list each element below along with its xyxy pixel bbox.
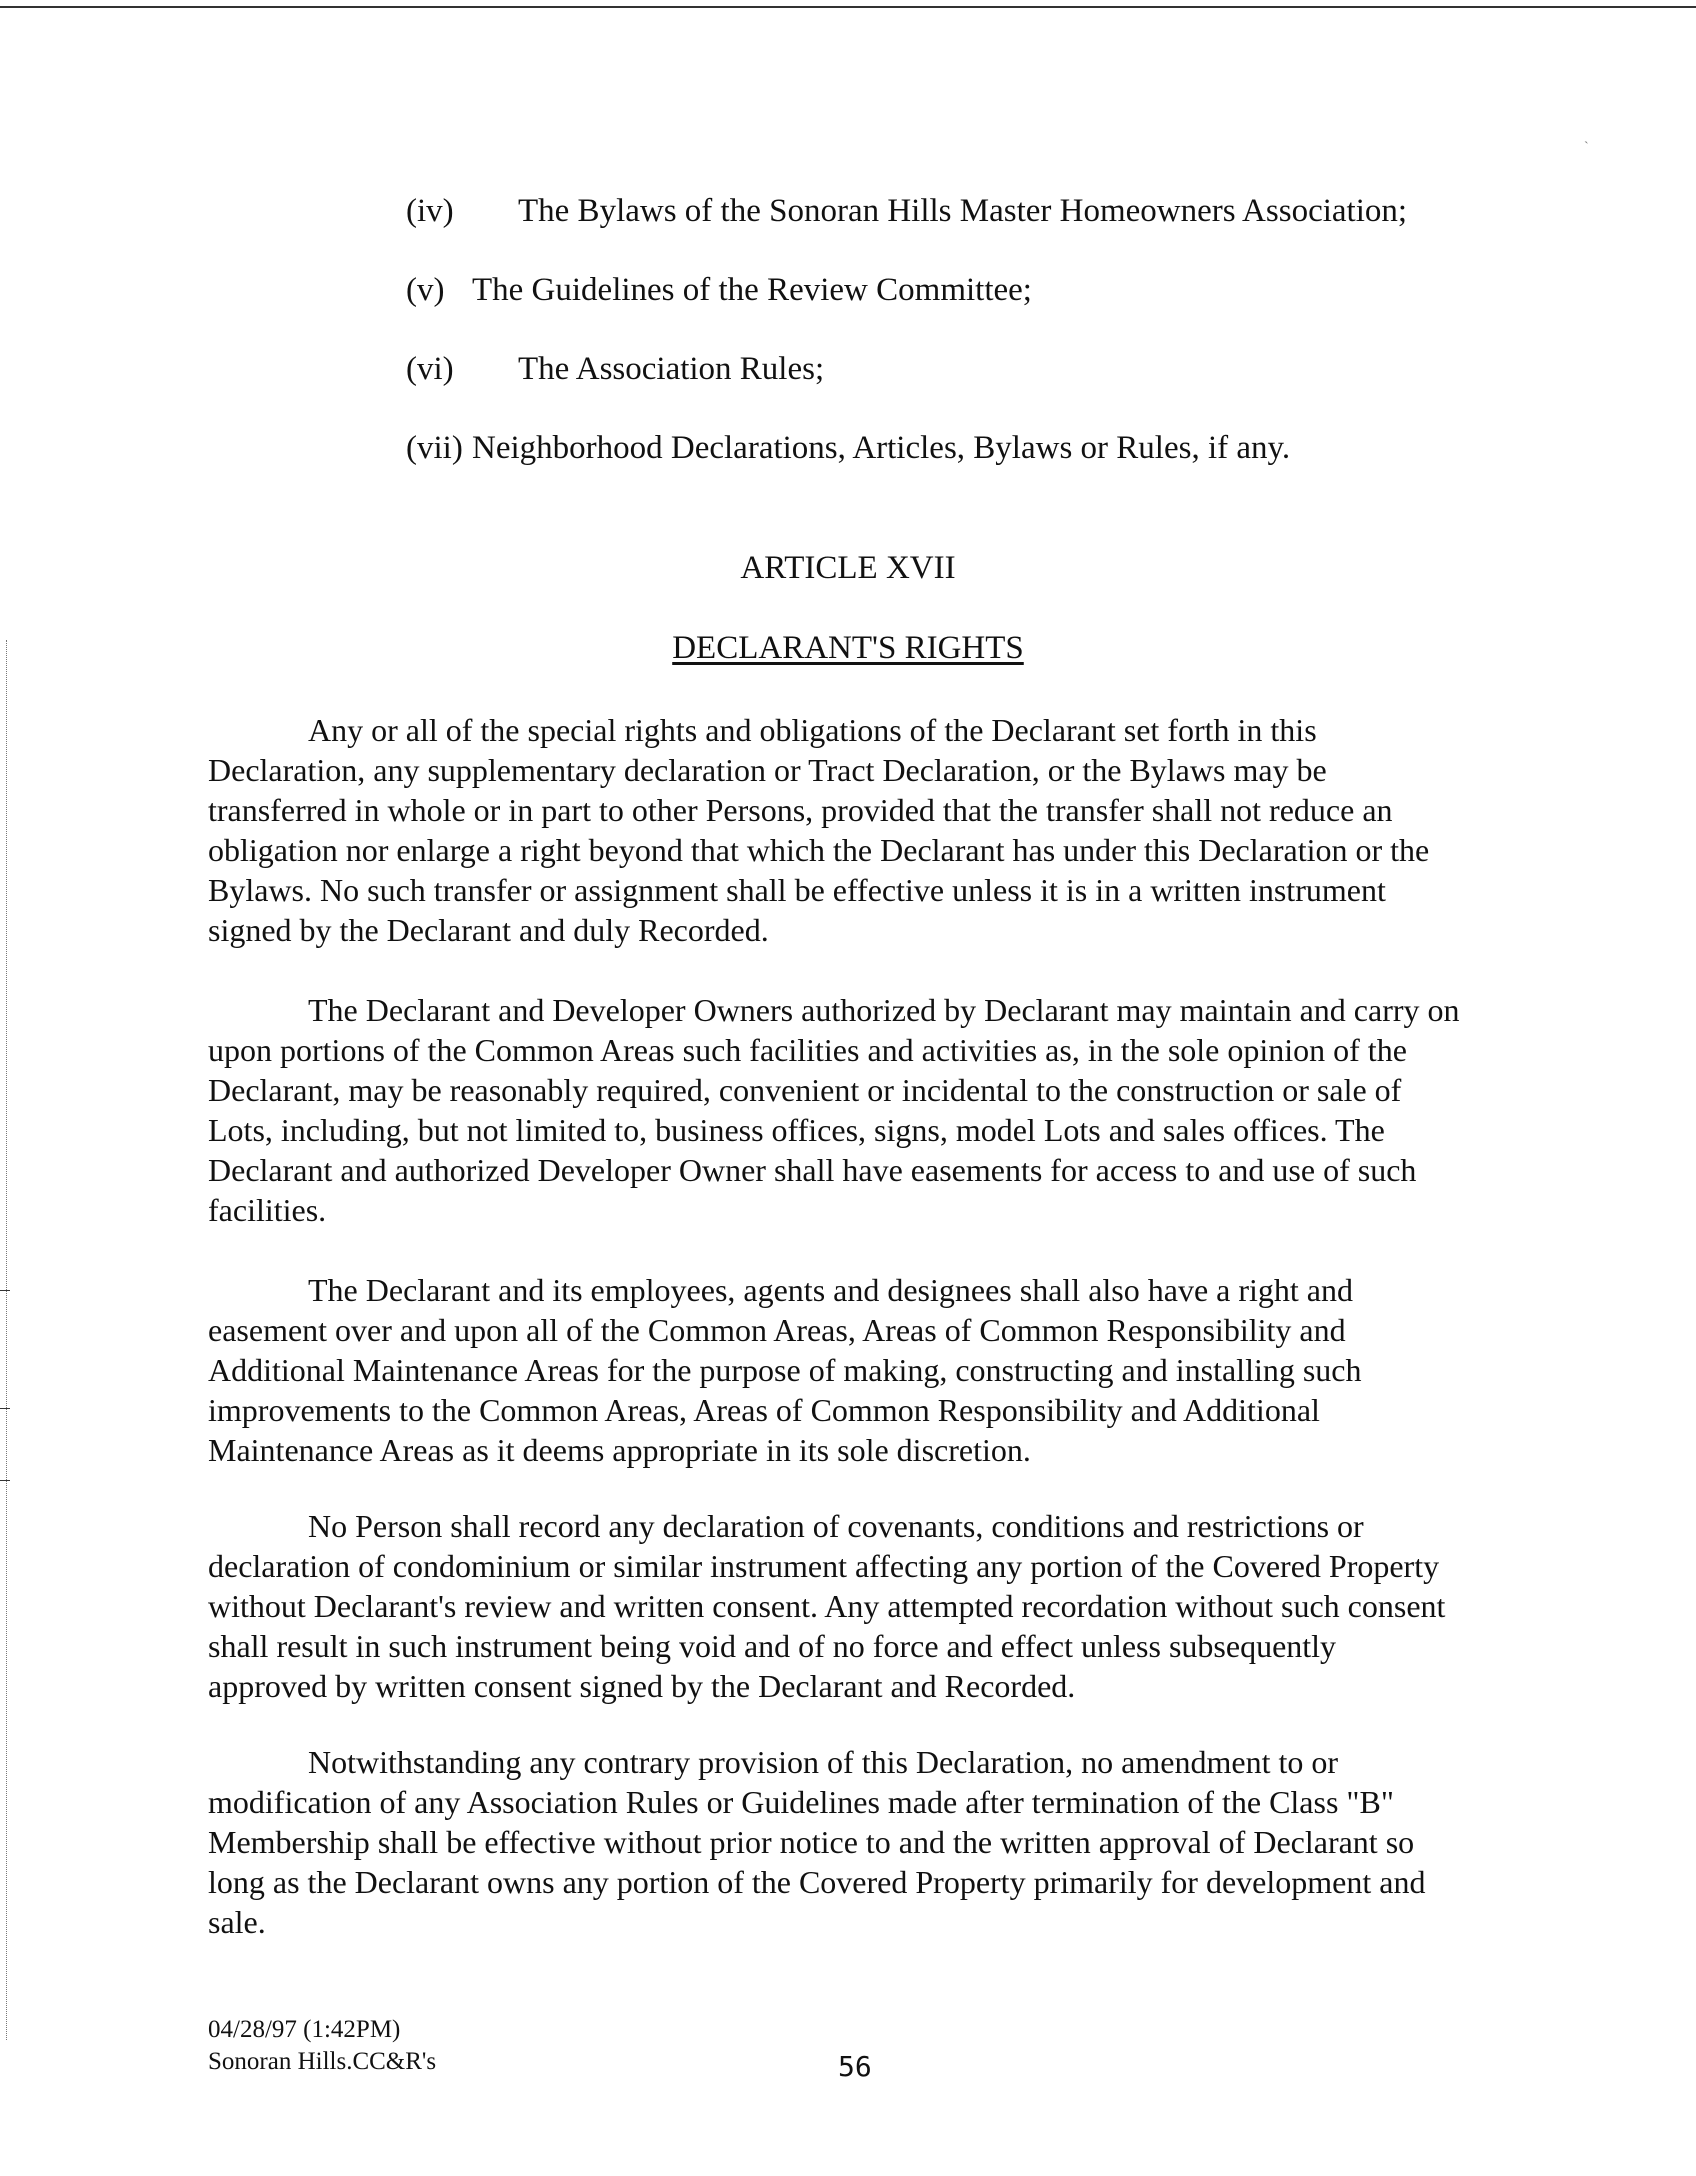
paragraph-line: signed by the Declarant and duly Recorded. — [208, 912, 769, 948]
paragraph-line: obligation nor enlarge a right beyond that which the Declarant has under this Declaration or the — [208, 832, 1430, 868]
paragraph-line: modification of any Association Rules or Guidelines made after termination of the Class "B" — [208, 1784, 1394, 1820]
list-item-v — [406, 274, 1032, 307]
paragraph-line: Additional Maintenance Areas for the purpose of making, constructing and installing such — [208, 1352, 1362, 1388]
paragraph-line: The Declarant and Developer Owners authorized by Declarant may maintain and carry on — [308, 992, 1460, 1028]
paragraph-line: The Declarant and its employees, agents and designees shall also have a right and — [308, 1272, 1353, 1308]
paragraph-line: facilities. — [208, 1192, 327, 1228]
list-item-number: (vi) — [406, 351, 454, 387]
article-title — [0, 632, 1696, 665]
paragraph-line: declaration of condominium or similar instrument affecting any portion of the Covered Property — [208, 1548, 1440, 1584]
list-item-iv — [406, 195, 1407, 228]
paragraph-line: improvements to the Common Areas, Areas of Common Responsibility and Additional — [208, 1392, 1320, 1428]
paragraph-2 — [208, 990, 1548, 1230]
list-item-text: The Guidelines of the Review Committee; — [472, 272, 1032, 308]
paragraph-line: Notwithstanding any contrary provision of this Declaration, no amendment to or — [308, 1744, 1338, 1780]
list-item-vi — [406, 353, 824, 386]
paragraph-line: upon portions of the Common Areas such facilities and activities as, in the sole opinion of the — [208, 1032, 1407, 1068]
paragraph-line: Lots, including, but not limited to, business offices, signs, model Lots and sales offices. The — [208, 1112, 1385, 1148]
paragraph-line: sale. — [208, 1904, 266, 1940]
list-item-number: (v) — [406, 272, 445, 308]
paragraph-line: easement over and upon all of the Common Areas, Areas of Common Responsibility and — [208, 1312, 1346, 1348]
paragraph-line: transferred in whole or in part to other Persons, provided that the transfer shall not reduce an — [208, 792, 1393, 828]
scan-left-tick — [0, 1290, 10, 1291]
scan-left-tick — [0, 1408, 10, 1409]
list-item-vii — [406, 432, 1290, 465]
scan-left-margin-marks — [6, 640, 11, 2040]
paragraph-1 — [208, 710, 1548, 950]
paragraph-3 — [208, 1270, 1548, 1470]
paragraph-line: Membership shall be effective without prior notice to and the written approval of Declarant so — [208, 1824, 1415, 1860]
paragraph-line: Declaration, any supplementary declaration or Tract Declaration, or the Bylaws may be — [208, 752, 1327, 788]
article-number-text: ARTICLE XVII — [740, 550, 956, 586]
list-item-text: Neighborhood Declarations, Articles, Bylaws or Rules, if any. — [472, 430, 1291, 466]
stray-scan-mark: ˋ — [1584, 140, 1589, 155]
paragraph-line: Declarant and authorized Developer Owner shall have easements for access to and use of such — [208, 1152, 1417, 1188]
paragraph-line: without Declarant's review and written consent. Any attempted recordation without such consent — [208, 1588, 1446, 1624]
paragraph-line: Any or all of the special rights and obligations of the Declarant set forth in this — [308, 712, 1317, 748]
paragraph-line: shall result in such instrument being void and of no force and effect unless subsequently — [208, 1628, 1337, 1664]
footer — [208, 2014, 436, 2078]
list-item-text: The Association Rules; — [518, 351, 825, 387]
paragraph-5 — [208, 1742, 1548, 1942]
article-title-text: DECLARANT'S RIGHTS — [672, 630, 1024, 666]
scan-top-border — [0, 6, 1696, 8]
paragraph-4 — [208, 1506, 1548, 1706]
article-number — [0, 552, 1696, 585]
paragraph-line: Bylaws. No such transfer or assignment shall be effective unless it is in a written instrument — [208, 872, 1386, 908]
list-item-text: The Bylaws of the Sonoran Hills Master Homeowners Association; — [518, 193, 1408, 229]
scan-left-tick — [0, 1480, 10, 1481]
paragraph-line: long as the Declarant owns any portion of the Covered Property primarily for development and — [208, 1864, 1426, 1900]
paragraph-line: Declarant, may be reasonably required, convenient or incidental to the construction or sale of — [208, 1072, 1402, 1108]
list-item-number: (vii) — [406, 430, 463, 466]
paragraph-line: No Person shall record any declaration of covenants, conditions and restrictions or — [308, 1508, 1364, 1544]
paragraph-line: approved by written consent signed by the Declarant and Recorded. — [208, 1668, 1076, 1704]
list-item-number: (iv) — [406, 193, 454, 229]
footer-date: 04/28/97 (1:42PM) — [208, 2016, 401, 2043]
paragraph-line: Maintenance Areas as it deems appropriate in its sole discretion. — [208, 1432, 1031, 1468]
footer-file-name: Sonoran Hills.CC&R's — [208, 2048, 437, 2075]
page-number: 56 — [838, 2050, 872, 2083]
